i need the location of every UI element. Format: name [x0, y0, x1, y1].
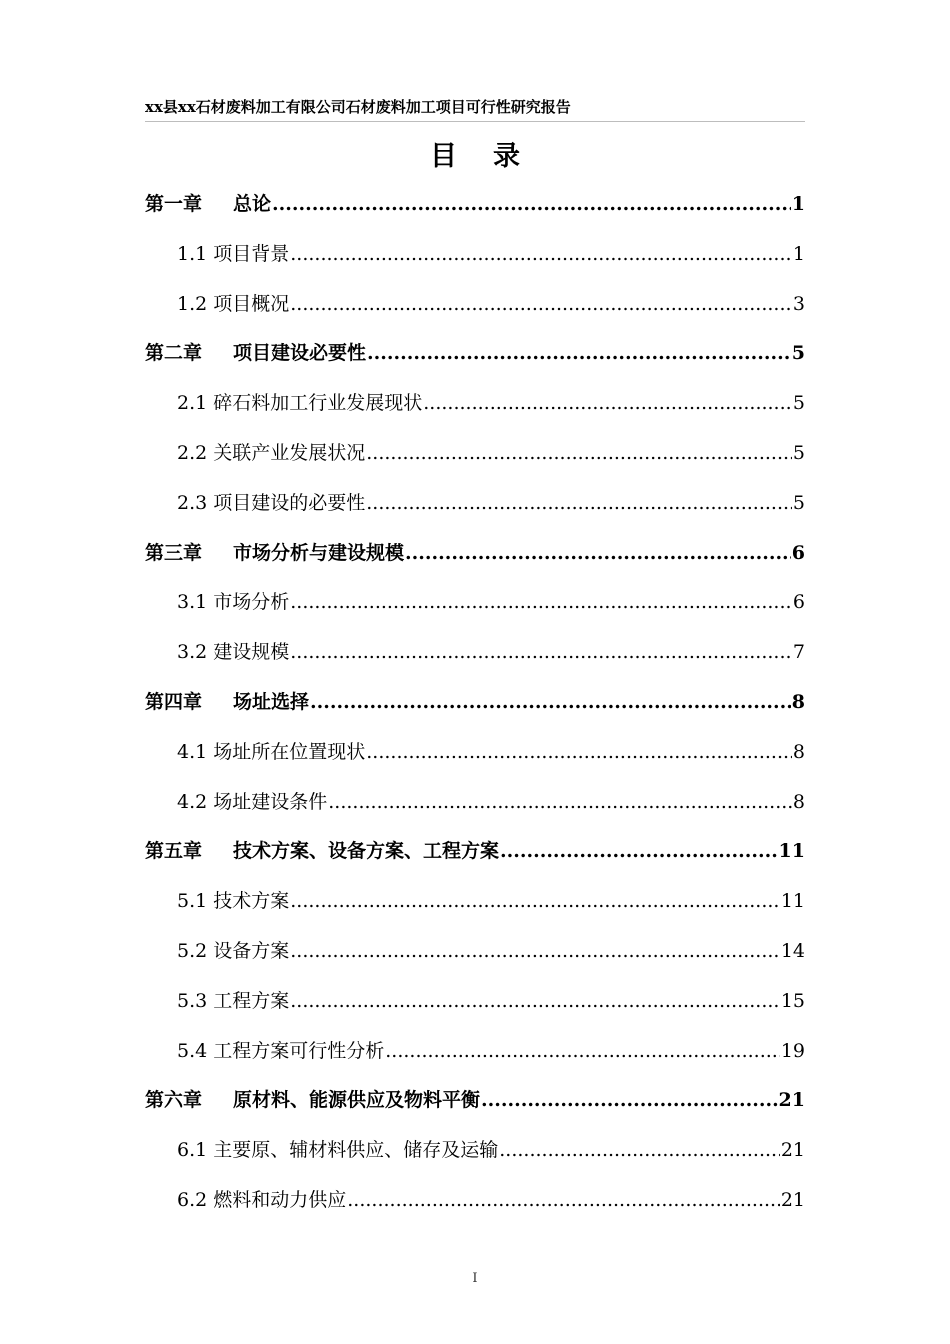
toc-entry-title: 5.4 工程方案可行性分析	[177, 1039, 385, 1062]
dot-leader	[500, 827, 778, 877]
dot-leader	[366, 479, 792, 529]
toc-entry-title: 2.3 项目建设的必要性	[177, 491, 366, 514]
toc-entry-title: 5.3 工程方案	[177, 989, 290, 1012]
dot-leader	[367, 329, 791, 379]
toc-entry-title: 3.1 市场分析	[177, 591, 290, 614]
toc-entry-label	[177, 1027, 384, 1077]
toc-entry-label	[145, 329, 366, 379]
toc-section-entry[interactable]	[145, 230, 805, 280]
toc-entry-title: 技术方案、设备方案、工程方案	[233, 840, 500, 863]
toc-entry-label	[177, 927, 289, 977]
dot-leader	[366, 728, 792, 778]
toc-section-entry[interactable]	[145, 1176, 805, 1226]
dot-leader	[385, 1027, 780, 1077]
toc-entry-label	[145, 1076, 480, 1126]
dot-leader	[290, 977, 780, 1027]
dot-leader	[481, 1076, 778, 1126]
toc-chapter-entry[interactable]	[145, 180, 805, 230]
dot-leader	[290, 230, 792, 280]
toc-entry-label	[177, 578, 289, 628]
toc-section-entry[interactable]	[145, 1027, 805, 1077]
toc-section-entry[interactable]	[145, 728, 805, 778]
toc-entry-title: 总论	[233, 193, 272, 215]
toc-section-entry[interactable]	[145, 628, 805, 678]
toc-entry-label	[177, 877, 289, 927]
dot-leader	[290, 927, 780, 977]
toc-section-entry[interactable]	[145, 429, 805, 479]
toc-entry-title: 1.2 项目概况	[177, 292, 290, 315]
toc-entry-title: 3.2 建设规模	[177, 641, 290, 664]
chapter-number: 第三章	[145, 541, 203, 564]
toc-entry-label	[145, 180, 271, 230]
dot-leader	[310, 678, 791, 728]
toc-chapter-entry[interactable]	[145, 827, 805, 877]
table-of-contents	[145, 180, 805, 1226]
running-header: xx县xx石材废料加工有限公司石材废料加工项目可行性研究报告	[145, 96, 805, 122]
toc-entry-title: 2.2 关联产业发展状况	[177, 441, 366, 464]
toc-entry-title: 场址选择	[233, 690, 310, 713]
toc-page-number: 1	[791, 193, 805, 215]
toc-entry-label	[177, 1126, 498, 1176]
toc-entry-label	[177, 977, 289, 1027]
dot-leader	[499, 1126, 780, 1176]
dot-leader	[328, 778, 792, 828]
dot-leader	[423, 379, 792, 429]
page-title: 目录	[430, 141, 556, 172]
toc-entry-label	[177, 1176, 346, 1226]
dot-leader	[290, 628, 792, 678]
toc-section-entry[interactable]	[145, 778, 805, 828]
toc-section-entry[interactable]	[145, 977, 805, 1027]
toc-page-number: 21	[778, 1089, 805, 1112]
toc-section-entry[interactable]	[145, 379, 805, 429]
toc-section-entry[interactable]	[145, 280, 805, 330]
toc-section-entry[interactable]	[145, 479, 805, 529]
toc-page-number: 8	[791, 690, 805, 713]
toc-page-number: 11	[778, 840, 805, 863]
toc-page-number: 11	[780, 890, 805, 913]
toc-page-number: 5	[792, 441, 805, 464]
toc-page-number: 8	[792, 790, 805, 813]
toc-entry-label	[177, 479, 365, 529]
toc-entry-label	[177, 429, 365, 479]
toc-page-number: 5	[792, 491, 805, 514]
chapter-number: 第二章	[145, 342, 203, 365]
toc-entry-label	[177, 379, 422, 429]
toc-entry-title: 1.1 项目背景	[177, 242, 290, 265]
chapter-number: 第一章	[145, 193, 203, 215]
dot-leader	[290, 877, 780, 927]
toc-entry-label	[177, 230, 289, 280]
toc-page-number: 19	[780, 1039, 805, 1062]
dot-leader	[290, 578, 792, 628]
toc-entry-title: 项目建设必要性	[233, 342, 367, 365]
toc-entry-title: 5.1 技术方案	[177, 890, 290, 913]
toc-page-number: 3	[792, 292, 805, 315]
toc-chapter-entry[interactable]	[145, 1076, 805, 1126]
chapter-number: 第六章	[145, 1089, 203, 1112]
toc-page-number: 7	[792, 641, 805, 664]
toc-entry-title: 4.1 场址所在位置现状	[177, 740, 366, 763]
dot-leader	[405, 529, 791, 579]
toc-page-number: 5	[791, 342, 805, 365]
toc-entry-title: 市场分析与建设规模	[233, 541, 405, 564]
toc-page-number: 5	[792, 392, 805, 415]
toc-page-number: 21	[780, 1188, 805, 1211]
chapter-number: 第五章	[145, 840, 203, 863]
toc-entry-label	[145, 678, 309, 728]
toc-page-number: 15	[780, 989, 805, 1012]
toc-entry-label	[177, 628, 289, 678]
toc-entry-title: 2.1 碎石料加工行业发展现状	[177, 392, 423, 415]
toc-entry-label	[145, 529, 404, 579]
toc-page-number: 8	[792, 740, 805, 763]
toc-entry-title: 原材料、能源供应及物料平衡	[233, 1089, 481, 1112]
dot-leader	[347, 1176, 780, 1226]
dot-leader	[272, 180, 791, 230]
toc-section-entry[interactable]	[145, 1126, 805, 1176]
page-number: I	[472, 1271, 478, 1286]
toc-entry-label	[177, 778, 327, 828]
toc-entry-title: 4.2 场址建设条件	[177, 790, 328, 813]
toc-chapter-entry[interactable]	[145, 529, 805, 579]
dot-leader	[290, 280, 792, 330]
toc-page-number: 6	[791, 541, 805, 564]
toc-page-number: 6	[792, 591, 805, 614]
toc-entry-label	[177, 280, 289, 330]
chapter-number: 第四章	[145, 690, 203, 713]
toc-entry-title: 6.2 燃料和动力供应	[177, 1188, 347, 1211]
toc-section-entry[interactable]	[145, 578, 805, 628]
toc-page-number: 14	[780, 939, 805, 962]
dot-leader	[366, 429, 792, 479]
toc-chapter-entry[interactable]	[145, 678, 805, 728]
toc-chapter-entry[interactable]	[145, 329, 805, 379]
toc-entry-title: 6.1 主要原、辅材料供应、储存及运输	[177, 1139, 499, 1162]
toc-entry-title: 5.2 设备方案	[177, 939, 290, 962]
toc-entry-label	[145, 827, 499, 877]
toc-section-entry[interactable]	[145, 927, 805, 977]
toc-page-number: 1	[792, 242, 805, 265]
toc-page-number: 21	[780, 1139, 805, 1162]
toc-section-entry[interactable]	[145, 877, 805, 927]
toc-entry-label	[177, 728, 365, 778]
